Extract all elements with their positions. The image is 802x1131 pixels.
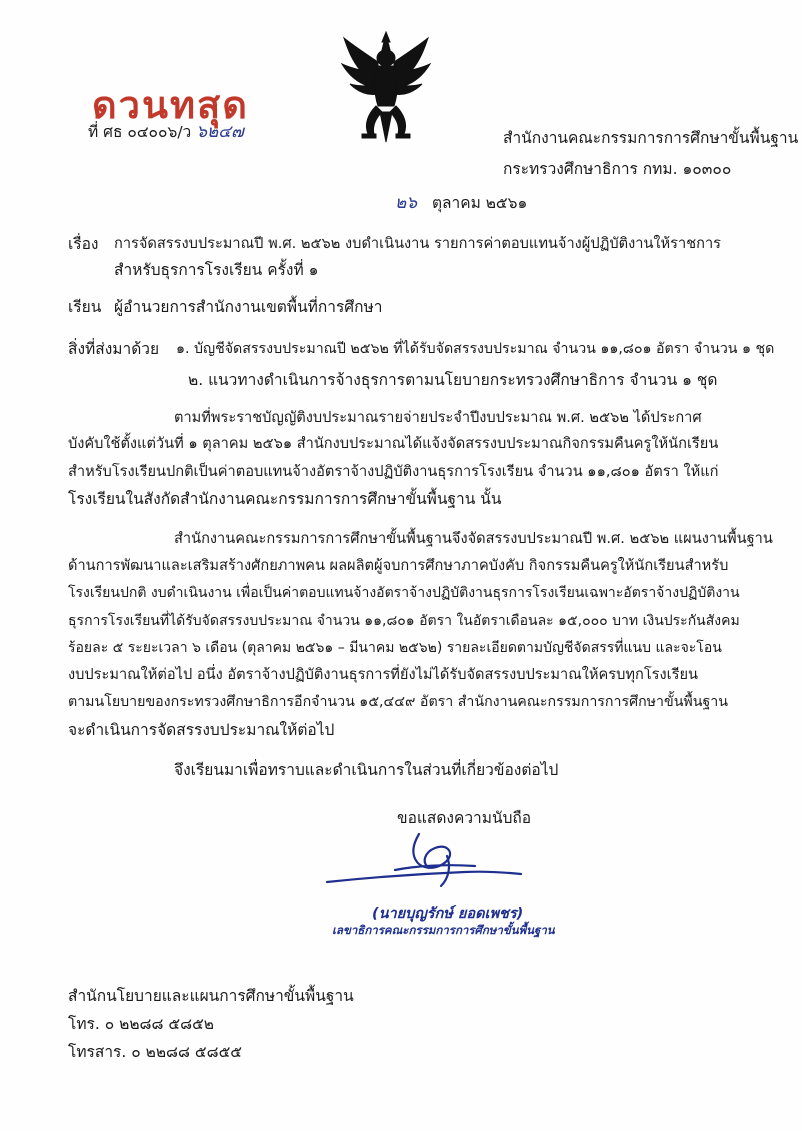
reference-handwritten-number: ๖๒๔๗ <box>196 122 244 142</box>
paragraph-2-line: สำนักงานคณะกรรมการการศึกษาขั้นพื้นฐานจึงจัดสรรงบประมาณปี พ.ศ. ๒๕๖๒ แผนงานพื้นฐาน <box>174 530 773 547</box>
subject-label: เรื่อง <box>68 235 99 253</box>
salutation-label: เรียน <box>68 298 102 316</box>
paragraph-1-line: บังคับใช้ตั้งแต่วันที่ ๑ ตุลาคม ๒๕๖๑ สำนักงบประมาณได้แจ้งจัดสรรงบประมาณกิจกรรมคืนครูให้นักเรียน <box>68 435 719 452</box>
footer-office: สำนักนโยบายและแผนการศึกษาขั้นพื้นฐาน <box>68 987 354 1005</box>
subject-line-2: สำหรับธุรการโรงเรียน ครั้งที่ ๑ <box>114 261 319 279</box>
paragraph-1-line: โรงเรียนในสังกัดสำนักงานคณะกรรมการการศึกษาขั้นพื้นฐาน นั้น <box>68 490 502 508</box>
date-month-year: ตุลาคม ๒๕๖๑ <box>431 194 528 212</box>
signature-icon <box>325 828 525 892</box>
enclosure-item-2: ๒. แนวทางดำเนินการจ้างธุรการตามนโยบายกระทรวงศึกษาธิการ จำนวน ๑ ชุด <box>188 371 718 389</box>
paragraph-1-line: สำหรับโรงเรียนปกติเป็นค่าตอบแทนจ้างอัตราจ้างปฏิบัติงานธุรการโรงเรียน จำนวน ๑๑,๘๐๑ อัตรา ให้แก่ <box>68 463 719 480</box>
date-handwritten-day: ๒๖ <box>395 193 417 213</box>
footer-phone: โทร. ๐ ๒๒๘๘ ๕๘๕๒ <box>68 1015 215 1033</box>
reference-number <box>88 122 244 142</box>
garuda-emblem-icon <box>338 28 434 146</box>
urgent-stamp: ดวนทสุด <box>92 83 249 127</box>
enclosures-label: สิ่งที่ส่งมาด้วย <box>68 340 160 358</box>
sender-line-1: สำนักงานคณะกรรมการการศึกษาขั้นพื้นฐาน <box>503 129 799 147</box>
signatory-name: (นายบุญรักษ์ ยอดเพชร) <box>372 906 524 922</box>
paragraph-2-line: ธุรการโรงเรียนที่ได้รับจัดสรรงบประมาณ จำนวน ๑๑,๘๐๑ อัตรา ในอัตราเดือนละ ๑๕,๐๐๐ บาท เงินประกันสังคม <box>68 613 740 629</box>
footer-fax: โทรสาร. ๐ ๒๒๘๘ ๕๘๕๕ <box>68 1043 243 1061</box>
paragraph-2-line: ตามนโยบายของกระทรวงศึกษาธิการอีกจำนวน ๑๕,๔๔๙ อัตรา สำนักงานคณะกรรมการการศึกษาขั้นพื้นฐาน <box>68 694 728 710</box>
paragraph-2-line: งบประมาณให้ต่อไป อนึ่ง อัตราจ้างปฏิบัติงานธุรการที่ยังไม่ได้รับจัดสรรงบประมาณให้ครบทุกโรงเรียน <box>68 666 698 683</box>
paragraph-2-line: จะดำเนินการจัดสรรงบประมาณให้ต่อไป <box>68 721 335 739</box>
salutation-text: ผู้อำนวยการสำนักงานเขตพื้นที่การศึกษา <box>114 298 383 316</box>
paragraph-2-line: ร้อยละ ๕ ระยะเวลา ๖ เดือน (ตุลาคม ๒๕๖๑ – มีนาคม ๒๕๖๒) รายละเอียดตามบัญชีจัดสรรที่แนบ และจะโอน <box>68 640 722 656</box>
paragraph-2-line: โรงเรียนปกติ งบดำเนินงาน เพื่อเป็นค่าตอบแทนจ้างอัตราจ้างปฏิบัติงานธุรการโรงเรียนเฉพาะอัตราจ้างปฏิบัติงาน <box>68 585 740 601</box>
subject-line-1: การจัดสรรงบประมาณปี พ.ศ. ๒๕๖๒ งบดำเนินงาน รายการค่าตอบแทนจ้างผู้ปฏิบัติงานให้ราชการ <box>114 235 721 252</box>
complimentary-close: ขอแสดงความนับถือ <box>397 809 532 827</box>
reference-prefix: ที่ ศธ ๐๔๐๐๖/ว <box>88 123 192 141</box>
signatory-title: เลขาธิการคณะกรรมการการศึกษาขั้นพื้นฐาน <box>332 923 555 937</box>
enclosure-item-1: ๑. บัญชีจัดสรรงบประมาณปี ๒๕๖๒ ที่ได้รับจัดสรรงบประมาณ จำนวน ๑๑,๘๐๑ อัตรา จำนวน ๑ ชุด <box>176 341 775 357</box>
closing-request: จึงเรียนมาเพื่อทราบและดำเนินการในส่วนที่เกี่ยวข้องต่อไป <box>174 761 559 779</box>
paragraph-2-line: ด้านการพัฒนาและเสริมสร้างศักยภาพคน ผลผลิตผู้จบการศึกษาภาคบังคับ กิจกรรมคืนครูให้นักเรียนสำหรับ <box>68 557 729 574</box>
sender-line-2: กระทรวงศึกษาธิการ กทม. ๑๐๓๐๐ <box>503 160 732 178</box>
letter-date <box>395 193 527 213</box>
paragraph-1-line: ตามที่พระราชบัญญัติงบประมาณรายจ่ายประจำปีงบประมาณ พ.ศ. ๒๕๖๒ ได้ประกาศ <box>174 409 702 426</box>
